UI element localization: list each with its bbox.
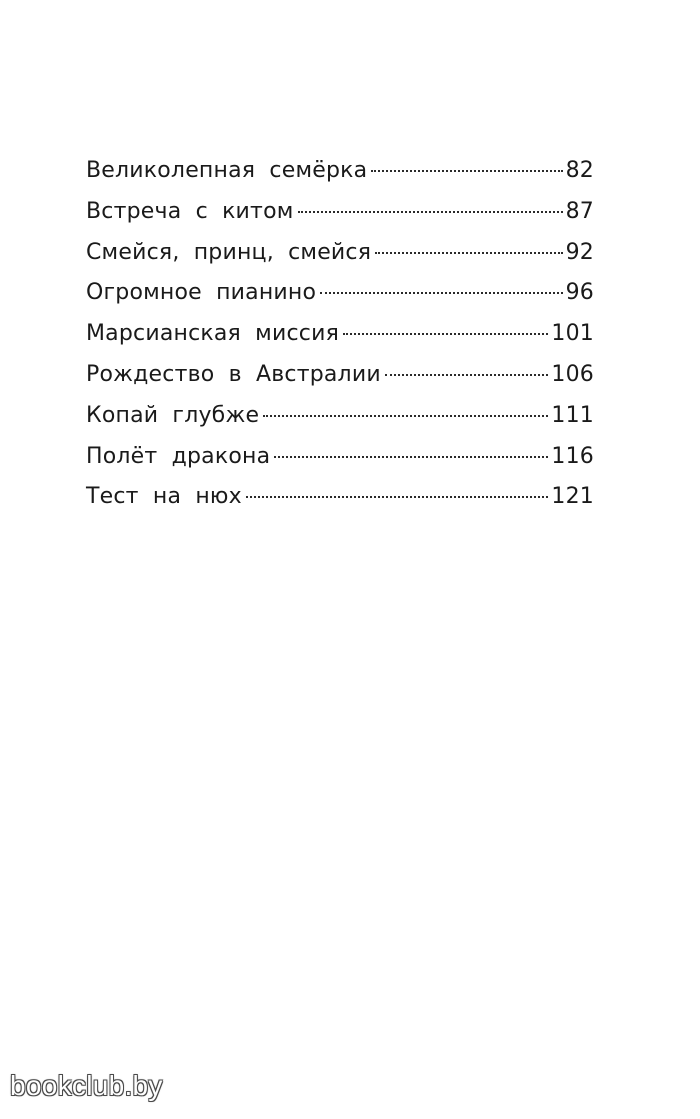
site-watermark: bookclub.by xyxy=(10,1070,163,1101)
toc-dot-leader xyxy=(375,252,562,254)
toc-entry-title: Тест на нюх xyxy=(86,484,242,510)
toc-dot-leader xyxy=(385,374,549,376)
toc-dot-leader xyxy=(274,456,548,458)
toc-entry-title: Встреча с китом xyxy=(86,198,294,224)
toc-entry-title: Рождество в Австралии xyxy=(86,361,381,387)
toc-entry xyxy=(86,355,594,396)
toc-entry xyxy=(86,273,594,314)
toc-dot-leader xyxy=(298,211,563,213)
toc-entry-page-number: 121 xyxy=(551,484,594,510)
toc-dot-leader xyxy=(343,333,548,335)
toc-entry xyxy=(86,233,594,274)
toc-dot-leader xyxy=(263,415,548,417)
toc-dot-leader xyxy=(320,292,562,294)
toc-entry-title: Огромное пианино xyxy=(86,280,317,306)
toc-entry xyxy=(86,477,594,518)
toc-entry-title: Копай глубже xyxy=(86,402,260,428)
toc-entry xyxy=(86,151,594,192)
toc-dot-leader xyxy=(246,496,549,498)
toc-entry-title: Марсианская миссия xyxy=(86,321,339,347)
toc-entry-page-number: 111 xyxy=(551,402,594,428)
toc-entry xyxy=(86,192,594,233)
toc-entry-page-number: 101 xyxy=(551,321,594,347)
toc-entry xyxy=(86,396,594,437)
toc-entry-page-number: 92 xyxy=(565,239,594,265)
toc-entry-title: Полёт дракона xyxy=(86,443,271,469)
toc-entry-title: Великолепная семёрка xyxy=(86,158,368,183)
toc-entry-page-number: 106 xyxy=(551,361,594,387)
toc-entry xyxy=(86,437,594,478)
toc-entry-page-number: 116 xyxy=(551,443,594,469)
toc-dot-leader xyxy=(371,170,562,172)
toc-entry-page-number: 96 xyxy=(565,280,594,306)
toc-entry-page-number: 87 xyxy=(565,198,594,224)
toc-entry-title: Смейся, принц, смейся xyxy=(86,239,372,265)
toc-entry-page-number: 82 xyxy=(565,158,594,183)
toc-entry xyxy=(86,314,594,355)
table-of-contents xyxy=(86,151,594,518)
